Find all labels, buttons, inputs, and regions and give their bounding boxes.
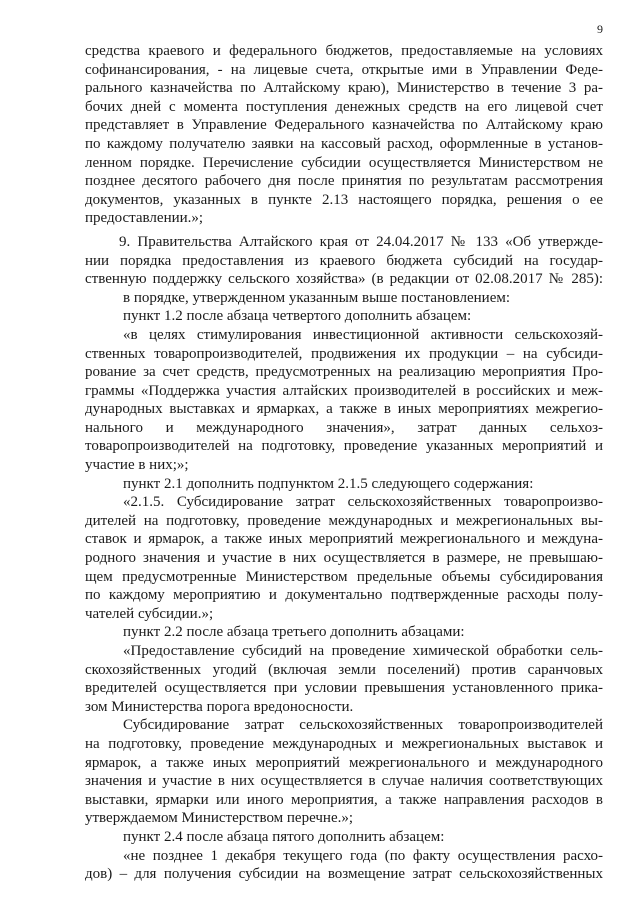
text-line: «2.1.5. Субсидирование затрат сельскохозяйственных товаропроизво- — [123, 494, 603, 511]
text-line: товаропроизводителей на подготовку, проведение указанных мероприятий и — [85, 438, 603, 455]
text-line: дов) – для получения субсидии на возмещение затрат сельскохозяйственных — [85, 866, 603, 883]
text-line: нии порядка предоставления из краевого бюджета субсидий на государ- — [85, 252, 603, 269]
text-line: Субсидирование затрат сельскохозяйственных товаропроизводителей — [123, 717, 603, 734]
text-line: по каждому мероприятию и документально подтвержденные расходы полу- — [85, 587, 603, 604]
text-line: дународных выставках и ярмарках, а также в иных мероприятиях межрегио- — [85, 401, 603, 418]
text-line: значения и участие в них осуществляется в случае наличия соответствующих — [85, 773, 603, 790]
page-number: 9 — [597, 22, 603, 36]
document-body — [85, 42, 603, 884]
text-line: пункт 2.1 дополнить подпунктом 2.1.5 следующего содержания: — [123, 475, 534, 492]
text-line: щем предусмотренные Министерством предельные объемы субсидирования — [85, 568, 603, 585]
text-line: «не позднее 1 декабря текущего года (по факту осуществления расхо- — [123, 847, 603, 864]
text-line: пункт 2.2 после абзаца третьего дополнить абзацами: — [123, 624, 465, 641]
text-line: софинансирования, - на лицевые счета, открытые ими в Управлении Феде- — [85, 61, 603, 78]
text-line: «Предоставление субсидий на проведение химической обработки сель- — [123, 643, 603, 659]
text-line: зом Министерства порога вредоносности. — [85, 698, 354, 715]
text-line: ственную поддержку сельского хозяйства» (в редакции от 02.08.2017 № 285): — [85, 271, 603, 288]
text-line: представляет в Управление Федерального казначейства по Алтайскому краю — [85, 117, 603, 134]
text-line: документов, указанных в пункте 2.13 настоящего порядка, решения о ее — [85, 191, 603, 208]
text-line: предоставлении.»; — [85, 210, 204, 227]
text-line: ярмарок, а также иных мероприятий межрегионального и международного — [85, 754, 603, 771]
text-line: рального казначейства по Алтайскому краю), Министерство в течение 3 ра- — [85, 80, 603, 97]
text-line: пункт 1.2 после абзаца четвертого дополнить абзацем: — [123, 308, 472, 325]
text-line: по каждому получателю заявки на кассовый расход, оформленные в установ- — [85, 135, 603, 152]
text-line: позднее десятого рабочего дня после принятия по результатам рассмотрения — [85, 173, 603, 190]
text-line: ственных товаропроизводителей, продвижения их продукции – на субсиди- — [85, 345, 603, 362]
text-line: в порядке, утвержденном указанным выше постановлением: — [123, 289, 511, 306]
text-line: скохозяйственных угодий (включая земли поселений) против саранчовых — [85, 661, 603, 678]
text-line: рование за счет средств, предусмотренных на реализацию мероприятия Про- — [85, 364, 603, 381]
text-line: ставок и ярмарок, а также иных мероприятий межрегионального и междуна- — [85, 531, 603, 548]
text-line: нального и международного значения», затрат данных сельхоз- — [85, 419, 603, 436]
text-line: бочих дней с момента поступления денежных средств на его лицевой счет — [85, 98, 603, 115]
text-line: на подготовку, проведение международных и межрегиональных выставок и — [85, 735, 603, 752]
text-line: дителей на подготовку, проведение международных и межрегиональных вы- — [85, 512, 603, 529]
text-line: родного значения и участие в них осуществляется в размере, не превышаю- — [85, 550, 603, 567]
text-line: утверждаемом Министерством перечне.»; — [85, 810, 354, 827]
text-line: ленном порядке. Перечисление субсидии осуществляется Министерством не — [85, 154, 603, 171]
text-line: вредителей осуществляется при условии превышения установленного прика- — [85, 680, 603, 697]
text-line: «в целях стимулирования инвестиционной активности сельскохозяй- — [123, 326, 603, 343]
text-line: граммы «Поддержка участия алтайских производителей в российских и меж- — [85, 382, 603, 399]
text-line: участие в них;»; — [85, 457, 189, 474]
text-line: 9. Правительства Алтайского края от 24.04.2017 № 133 «Об утвержде- — [119, 233, 603, 250]
text-line: средства краевого и федерального бюджетов, предоставляемые на условиях — [85, 43, 603, 59]
text-line: чателей субсидии.»; — [85, 605, 214, 622]
text-line: выставки, ярмарки или иного мероприятия, а также направления расходов в — [85, 791, 603, 808]
text-line: пункт 2.4 после абзаца пятого дополнить абзацем: — [123, 828, 445, 845]
